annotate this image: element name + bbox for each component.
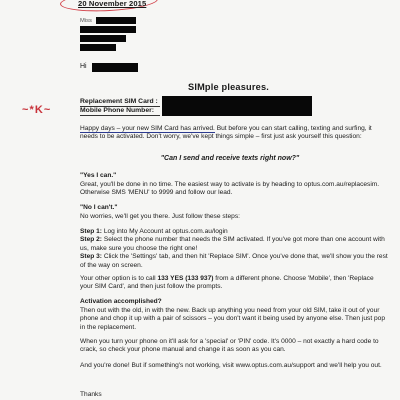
other-option-number: 133 YES (133 937) [157,275,214,282]
no-body: No worries, we'll get you there. Just follow these steps: [80,213,240,220]
redaction-greeting-name [92,63,138,72]
step-2-text: Select the phone number that needs the SIM activated. If you've got more than one account with us, make sure you choose the right one! [80,236,385,252]
step-3-text: Click the 'Settings' tab, and then hit 'Replace SIM'. Once you've done that, we'll show you the rest of the way on screen. [80,253,388,269]
step-1 [80,228,388,236]
redaction-name [96,17,136,24]
mobile-number-label: Mobile Phone Number: [80,107,155,114]
question-heading: "Can I send and receive texts right now?" [160,155,300,162]
done-paragraph: And you're done! But if something's not working, visit www.optus.com.au/support and we'll help you out. [80,362,382,369]
yes-body: Great, you'll be done in no time. The easiest way to activate is by heading to optus.com.au/replacesim. Otherwise SMS 'MENU' to 9999 and follow our lead. [80,181,380,197]
step-3-label: Step 3: [80,253,102,261]
redaction-address-2 [80,35,126,42]
intro-paragraph [80,125,388,142]
other-option-prefix: Your other option is to call [80,275,158,282]
redaction-address-3 [80,44,116,51]
step-3 [80,253,388,270]
addressee-prefix: Miss [80,18,92,24]
step-1-text: Log into My Account at optus.com.au/login [101,228,228,235]
yes-heading: "Yes I can." [80,172,117,179]
other-option-paragraph [80,275,388,292]
handwritten-annotation: ~ * K ~ [22,104,50,116]
no-heading: "No I can't." [80,204,118,211]
intro-rest: But before you can start calling, texting and surfing, it needs to be activated. Don't worry, we've kept things simple – first just ask yourself this question: [80,125,372,141]
accomplished-heading: Activation accomplished? [80,298,162,305]
pin-paragraph: When you turn your phone on it'll ask for a 'special' or 'PIN' code. It's 0000 – not exactly a hard code to crack, so check your phone manual and change it as soon as you can. [80,338,379,354]
steps-list [80,228,388,270]
step-2 [80,236,388,253]
redaction-sim-details [162,96,312,116]
letter-date: 20 November 2015 [78,0,147,8]
mobile-label-rule [80,115,160,116]
accomplished-body: Then out with the old, in with the new. Back up anything you need from your old SIM, take it out of your phone and chop it up with a pair of scissors – you don't want it being used by anyone else. Then just pop in the replacement. [80,307,386,331]
replacement-sim-label: Replacement SIM Card : [80,98,158,105]
signoff: Thanks [80,391,102,398]
greeting: Hi [80,63,87,70]
step-1-label: Step 1: [80,228,102,235]
other-option-suffix: from a different phone. Choose 'Mobile', then 'Replace your SIM Card', and then just follow the prompts. [80,275,374,291]
intro-highlight: Happy days – your new SIM Card has arrived. [80,125,215,132]
step-2-label: Step 2: [80,236,102,244]
redaction-address-1 [80,26,136,33]
tagline: SIMple pleasures. [188,82,270,92]
